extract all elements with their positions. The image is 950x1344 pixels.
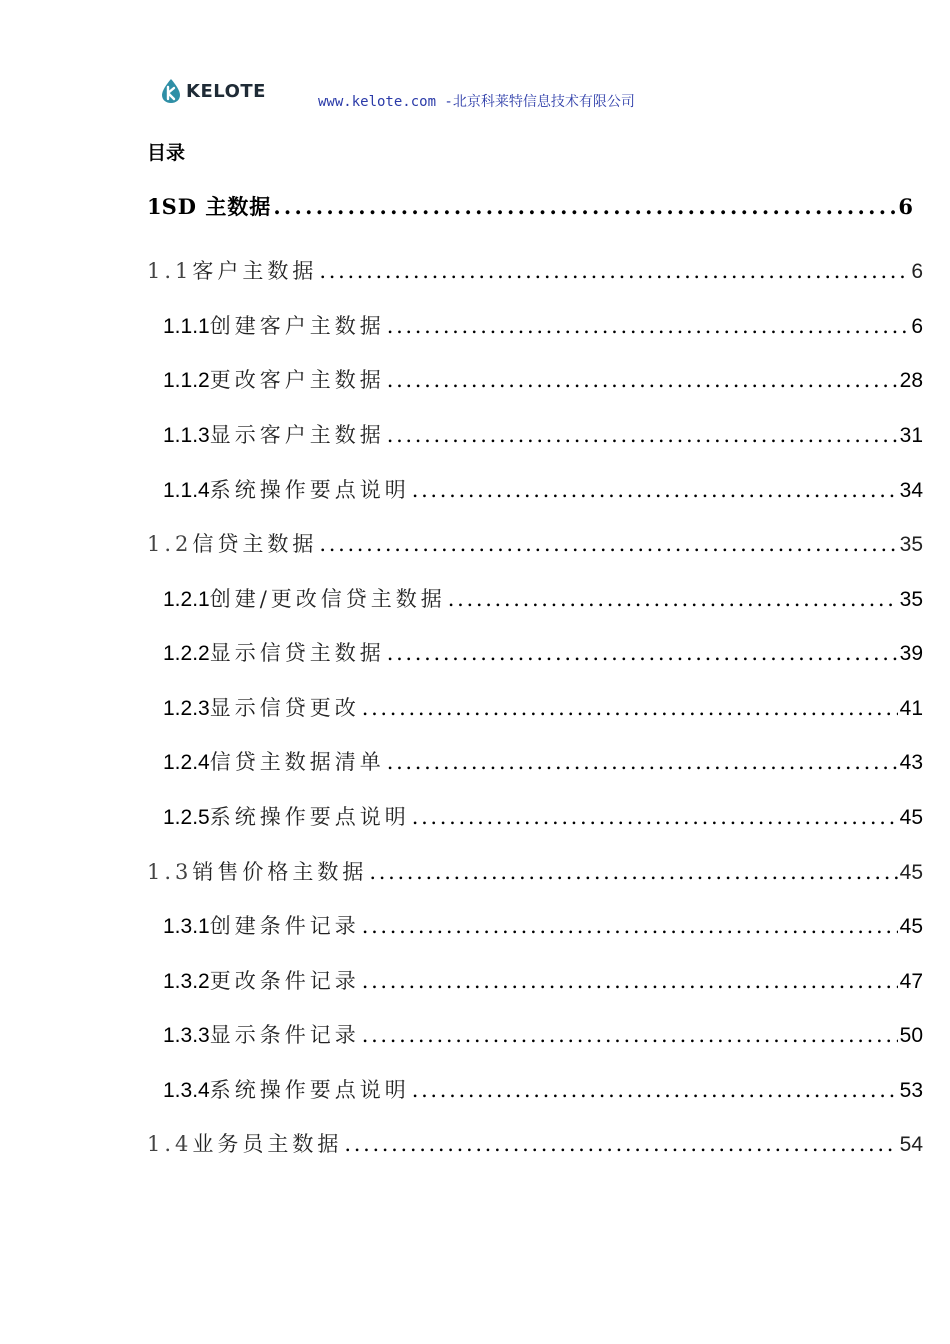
toc-entry-title: 创建/更改信贷主数据 [209, 587, 446, 611]
toc-leader-dots [387, 641, 898, 665]
toc-leader-dots [362, 914, 898, 938]
toc-entry-1-2-3[interactable] [163, 692, 923, 722]
toc-entry-title: 系统操作要点说明 [209, 478, 410, 502]
toc-entry-number: 1.2.3 [163, 697, 210, 720]
toc-entry-page: 6 [911, 260, 923, 283]
toc-entry-number: 1.2.4 [163, 751, 210, 774]
toc-entry-title: SD 主数据 [161, 194, 272, 219]
toc-entry-number: 1.2 [147, 532, 193, 556]
toc-leader-dots [387, 423, 898, 447]
toc-entry-1-2-4[interactable] [163, 746, 923, 776]
toc-entry-title: 创建条件记录 [209, 914, 360, 938]
toc-entry-1-4[interactable] [147, 1128, 923, 1158]
toc-entry-1-3-1[interactable] [163, 910, 923, 940]
toc-entry-1[interactable] [147, 191, 913, 221]
toc-entry-number: 1.1.2 [163, 369, 210, 392]
toc-entry-1-2[interactable] [147, 528, 923, 558]
toc-entry-title: 显示客户主数据 [209, 423, 385, 447]
toc-entry-number: 1.1.1 [163, 315, 210, 338]
toc-entry-number: 1.3.2 [163, 970, 210, 993]
toc-entry-number: 1.3.4 [163, 1079, 210, 1102]
toc-entry-title: 客户主数据 [192, 259, 318, 283]
toc-entry-number: 1.2.2 [163, 642, 210, 665]
toc-leader-dots [362, 1023, 898, 1047]
toc-entry-number: 1.2.1 [163, 588, 210, 611]
toc-entry-title: 更改条件记录 [209, 969, 360, 993]
toc-entry-page: 6 [911, 315, 923, 338]
toc-entry-1-1-2[interactable] [163, 364, 923, 394]
toc-leader-dots [273, 194, 896, 219]
toc-entry-1-1-4[interactable] [163, 474, 923, 504]
toc-entry-number: 1.3 [147, 860, 193, 884]
toc-title: 目录 [147, 142, 186, 164]
toc-entry-1-3-3[interactable] [163, 1019, 923, 1049]
toc-entry-page: 35 [899, 533, 923, 556]
toc-leader-dots [387, 368, 898, 392]
toc-entry-page: 53 [899, 1079, 923, 1102]
toc-entry-title: 销售价格主数据 [192, 860, 368, 884]
toc-entry-page: 31 [899, 424, 923, 447]
toc-entry-title: 创建客户主数据 [209, 314, 385, 338]
toc-entry-number: 1.2.5 [163, 806, 210, 829]
toc-leader-dots [344, 1132, 897, 1156]
toc-leader-dots [369, 860, 897, 884]
toc-entry-page: 6 [898, 194, 913, 219]
toc-entry-page: 45 [899, 915, 923, 938]
toc-entry-1-2-5[interactable] [163, 801, 923, 831]
toc-entry-page: 35 [899, 588, 923, 611]
toc-entry-title: 系统操作要点说明 [209, 1078, 410, 1102]
toc-entry-1-3-4[interactable] [163, 1074, 923, 1104]
toc-entry-page: 34 [899, 479, 923, 502]
toc-entry-page: 43 [899, 751, 923, 774]
page-header [0, 70, 950, 120]
toc-entry-page: 28 [899, 369, 923, 392]
toc-entry-title: 系统操作要点说明 [209, 805, 410, 829]
logo-text: KELOTE [186, 80, 266, 102]
toc-entry-1-3[interactable] [147, 856, 923, 886]
toc-leader-dots [412, 478, 898, 502]
toc-leader-dots [387, 314, 910, 338]
toc-entry-page: 47 [899, 970, 923, 993]
toc-entry-1-1-1[interactable] [163, 310, 923, 340]
toc-entry-title: 更改客户主数据 [209, 368, 385, 392]
toc-leader-dots [412, 805, 898, 829]
toc-entry-1-1[interactable] [147, 255, 923, 285]
toc-entry-page: 41 [899, 697, 923, 720]
toc-entry-number: 1.1.4 [163, 479, 210, 502]
toc-entry-page: 45 [899, 861, 923, 884]
toc-entry-title: 显示条件记录 [209, 1023, 360, 1047]
toc-leader-dots [319, 532, 897, 556]
toc-entry-page: 39 [899, 642, 923, 665]
toc-leader-dots [412, 1078, 898, 1102]
toc-entry-title: 信贷主数据清单 [209, 750, 385, 774]
toc-leader-dots [319, 259, 909, 283]
toc-entry-page: 50 [899, 1024, 923, 1047]
toc-entry-page: 45 [899, 806, 923, 829]
toc-entry-number: 1 [147, 194, 162, 219]
toc-entry-number: 1.4 [147, 1132, 193, 1156]
toc-entry-1-2-2[interactable] [163, 637, 923, 667]
toc-entry-number: 1.1.3 [163, 424, 210, 447]
toc-entry-title: 业务员主数据 [192, 1132, 343, 1156]
toc-entry-title: 信贷主数据 [192, 532, 318, 556]
kelote-logo [160, 78, 266, 104]
toc-entry-1-3-2[interactable] [163, 965, 923, 995]
toc-leader-dots [448, 587, 898, 611]
toc-leader-dots [362, 969, 898, 993]
toc-entry-title: 显示信贷主数据 [209, 641, 385, 665]
toc-entry-number: 1.3.1 [163, 915, 210, 938]
toc-entry-1-2-1[interactable] [163, 583, 923, 613]
toc-leader-dots [387, 750, 898, 774]
toc-entry-title: 显示信贷更改 [209, 696, 360, 720]
toc-entry-page: 54 [899, 1133, 923, 1156]
water-drop-icon [160, 78, 182, 104]
toc-entry-1-1-3[interactable] [163, 419, 923, 449]
toc-leader-dots [362, 696, 898, 720]
site-url-company: www.kelote.com -北京科莱特信息技术有限公司 [318, 94, 635, 110]
toc-entry-number: 1.3.3 [163, 1024, 210, 1047]
toc-entry-number: 1.1 [147, 259, 193, 283]
